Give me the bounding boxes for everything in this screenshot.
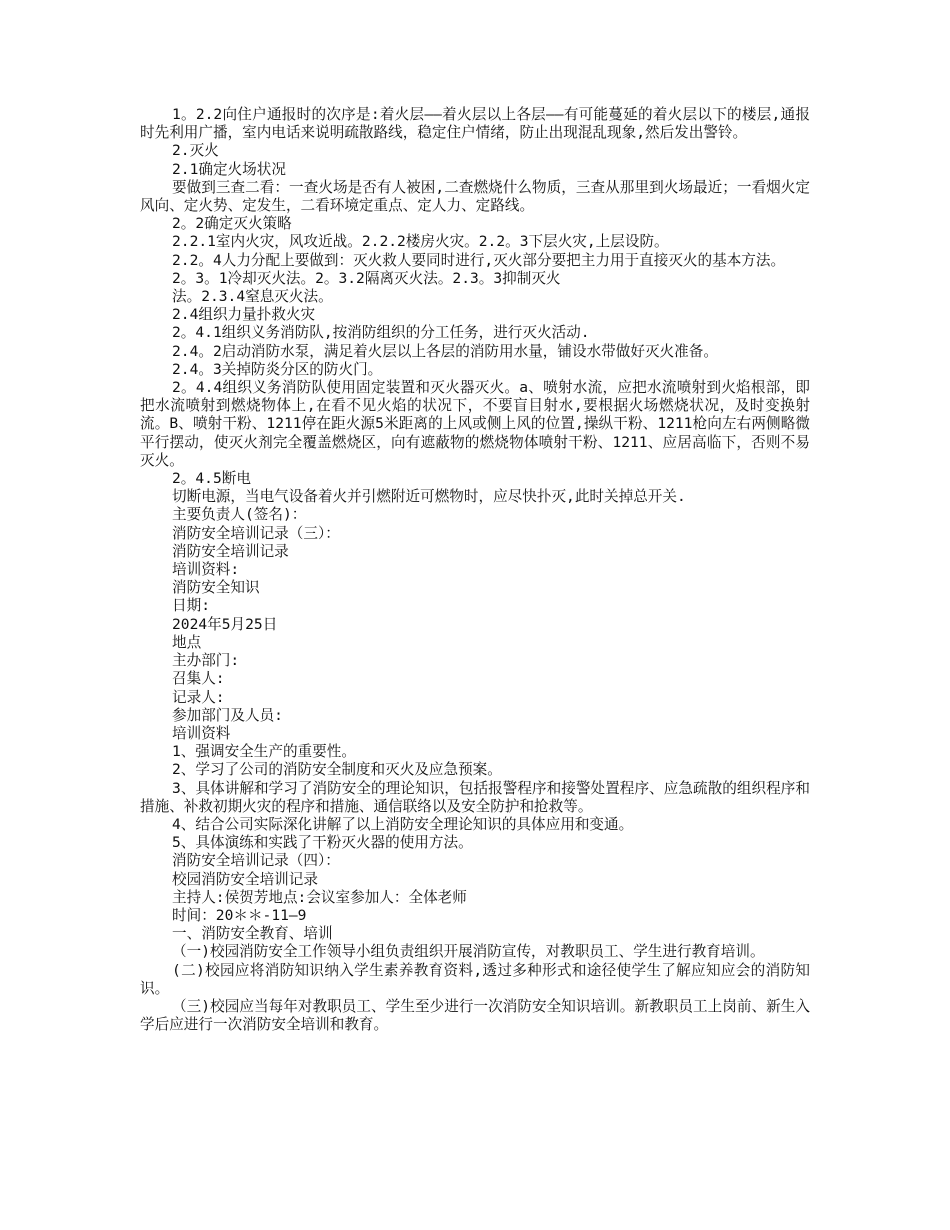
paragraph: 1。2.2向住户通报时的次序是:着火层——着火层以上各层——有可能蔓延的着火层以下的楼层,通报时先利用广播，室内电话来说明疏散路线，稳定住户情绪，防止出现混乱现象,然后发出警铃。 — [140, 106, 810, 142]
paragraph: （一)校园消防安全工作领导小组负责组织开展消防宣传，对教职员工、学生进行教育培训。 — [172, 943, 765, 961]
paragraph: 5、具体演练和实践了干粉灭火器的使用方法。 — [172, 834, 473, 852]
paragraph: 切断电源，当电气设备着火并引燃附近可燃物时，应尽快扑灭,此时关掉总开关. — [172, 488, 686, 506]
paragraph: 2。2确定灭火策略 — [172, 215, 292, 233]
paragraph: 2.4组织力量扑救火灾 — [172, 306, 316, 324]
paragraph: 主要负责人(签名)： — [172, 506, 307, 524]
paragraph: 消防安全培训记录（四）： — [172, 852, 340, 870]
paragraph: 2、学习了公司的消防安全制度和灭火及应急预案。 — [172, 761, 502, 779]
paragraph: 记录人: — [172, 688, 225, 706]
paragraph: 2024年5月25日 — [172, 615, 278, 633]
paragraph: 4、结合公司实际深化讲解了以上消防安全理论知识的具体应用和变通。 — [172, 815, 634, 833]
paragraph: 主持人:侯贺芳地点:会议室参加人：全体老师 — [172, 888, 467, 906]
paragraph: 地点 — [172, 633, 202, 651]
paragraph: 消防安全培训记录（三）： — [172, 524, 340, 542]
paragraph: 消防安全知识 — [172, 579, 260, 597]
paragraph: 要做到三查二看：一查火场是否有人被困,二查燃烧什么物质，三查从那里到火场最近；一看烟火定风向、定火势、定发生，二看环境定重点、定人力、定路线。 — [140, 178, 810, 215]
paragraph: 2.灭火 — [172, 142, 219, 160]
paragraph: 2。4.1组织义务消防队,按消防组织的分工任务，进行灭火活动. — [172, 324, 590, 342]
paragraph: 2。3。1冷却灭火法。2。3.2隔离灭火法。2.3。3抑制灭火 — [172, 269, 561, 287]
paragraph: 2。4.4组织义务消防队使用固定装置和灭火器灭火。a、喷射水流，应把水流喷射到火焰根部，即把水流喷射到燃烧物体上,在看不见火焰的状况下，不要盲目射水,要根据火场燃烧状况，及时变换射流。B、喷射干粉、1211停在距火源5米距离的上风或侧上风的位置,操纵干粉、1211枪向左右两侧略微平行摆动，使灭火剂完全覆盖燃烧区，向有遮蔽物的燃烧物体喷射干粉、1211、应居高临下，否则不易灭火。 — [140, 379, 810, 469]
paragraph: 召集人: — [172, 670, 225, 688]
paragraph: 2。4.5断电 — [172, 470, 251, 488]
paragraph: 参加部门及人员: — [172, 706, 283, 724]
paragraph: 一、消防安全教育、培训 — [172, 925, 333, 943]
paragraph: 培训资料: — [172, 561, 240, 579]
paragraph: 2.1确定火场状况 — [172, 160, 286, 178]
paragraph: 主办部门: — [172, 652, 240, 670]
paragraph: （三)校园应当每年对教职员工、学生至少进行一次消防安全知识培训。新教职员工上岗前、新生入学后应进行一次消防安全培训和教育。 — [140, 997, 810, 1034]
document-body — [140, 106, 810, 1034]
paragraph: 2.2。4人力分配上要做到：灭火救人要同时进行,灭火部分要把主力用于直接灭火的基本方法。 — [172, 251, 786, 269]
paragraph: 时间：20＊＊-11—9 — [172, 906, 307, 924]
paragraph: 日期: — [172, 597, 210, 615]
paragraph: 3、具体讲解和学习了消防安全的理论知识，包括报警程序和接警处置程序、应急疏散的组织程序和措施、补救初期火灾的程序和措施、通信联络以及安全防护和抢救等。 — [140, 779, 810, 815]
paragraph: 校园消防安全培训记录 — [172, 870, 318, 888]
paragraph: 1、强调安全生产的重要性。 — [172, 743, 356, 761]
paragraph: 法。2.3.4窒息灭火法。 — [172, 288, 333, 306]
paragraph: 2.4。2启动消防水泵，满足着火层以上各层的消防用水量，铺设水带做好灭火准备。 — [172, 342, 718, 360]
paragraph: (二)校园应将消防知识纳入学生素养教育资料,透过多种形式和途径使学生了解应知应会的消防知识。 — [140, 961, 810, 997]
paragraph: 培训资料 — [172, 724, 231, 742]
paragraph: 2.2.1室内火灾，风攻近战。2.2.2楼房火灾。2.2。3下层火灾,上层设防。 — [172, 233, 669, 251]
paragraph: 消防安全培训记录 — [172, 542, 289, 560]
paragraph: 2.4。3关掉防炎分区的防火门。 — [172, 360, 383, 378]
